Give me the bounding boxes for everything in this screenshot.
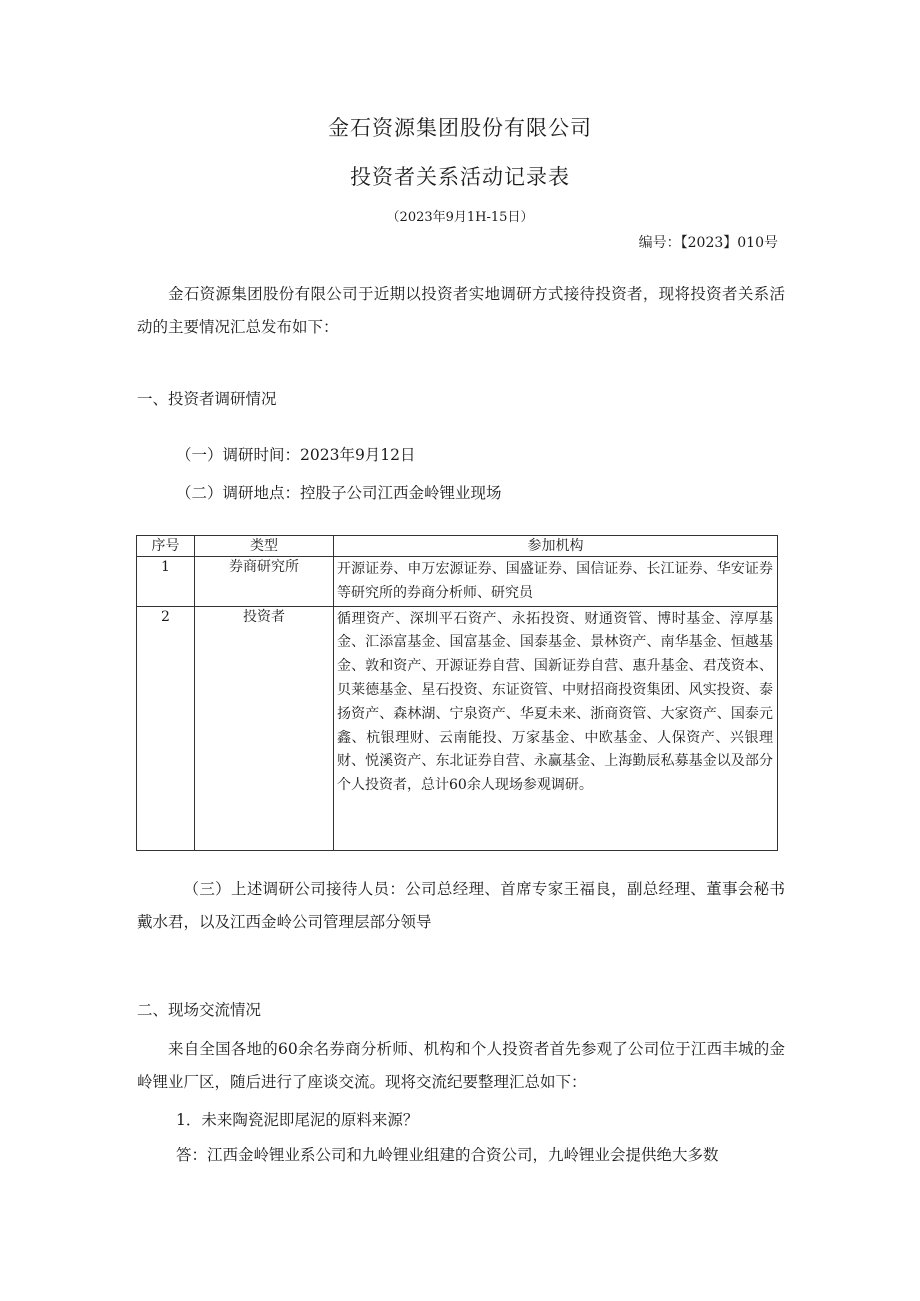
row-orgs: 开源证券、申万宏源证券、国盛证券、国信证券、长江证券、华安证券等研究所的券商分析师、研究员 (334, 557, 778, 607)
survey-place: （二）调研地点：控股子公司江西金岭锂业现场 (176, 484, 502, 502)
answer-1: 答：江西金岭锂业系公司和九岭锂业组建的合资公司，九岭锂业会提供绝大多数 (176, 1146, 719, 1164)
row-type: 投资者 (195, 606, 334, 850)
question-1: 1．未来陶瓷泥即尾泥的原料来源？ (176, 1111, 419, 1129)
section2-body: 来自全国各地的60余名券商分析师、机构和个人投资者首先参观了公司位于江西丰城的金岭锂业厂区，随后进行了座谈交流。现将交流纪要整理汇总如下： (137, 1040, 785, 1091)
date-range: （2023年9月1H-15日） (386, 210, 534, 225)
section2-heading: 二、现场交流情况 (137, 1001, 262, 1019)
document-number: 编号：【2023】010号 (638, 235, 778, 251)
reception-staff: （三）上述调研公司接待人员：公司总经理、首席专家王福良，副总经理、董事会秘书戴水君，以及江西金岭公司管理层部分领导 (137, 880, 785, 931)
col-header-no: 序号 (137, 536, 195, 557)
col-header-type: 类型 (195, 536, 334, 557)
document-title: 投资者关系活动记录表 (350, 165, 570, 189)
survey-time: （一）调研时间：2023年9月12日 (176, 446, 416, 464)
intro-paragraph: 金石资源集团股份有限公司于近期以投资者实地调研方式接待投资者，现将投资者关系活动的主要情况汇总发布如下： (137, 285, 785, 336)
row-type: 券商研究所 (195, 557, 334, 607)
participants-table (136, 535, 778, 851)
table-row (137, 606, 778, 850)
section1-heading: 一、投资者调研情况 (137, 390, 277, 408)
table-row (137, 557, 778, 607)
col-header-orgs: 参加机构 (334, 536, 778, 557)
table-header-row (137, 536, 778, 557)
row-no: 1 (137, 557, 195, 607)
row-orgs: 循理资产、深圳平石资产、永拓投资、财通资管、博时基金、淳厚基金、汇添富基金、国富基金、国泰基金、景林资产、南华基金、恒越基金、敦和资产、开源证券自营、国新证券自营、惠升基金、君茂资本、贝莱德基金、星石投资、东证资管、中财招商投资集团、风实投资、泰扬资产、森林湖、宁泉资产、华夏未来、浙商资管、大家资产、国泰元鑫、杭银理财、云南能投、万家基金、中欧基金、人保资产、兴银理财、悦溪资产、东北证券自营、永赢基金、上海勤辰私募基金以及部分个人投资者，总计60余人现场参观调研。 (334, 606, 778, 850)
row-no: 2 (137, 606, 195, 850)
company-title: 金石资源集团股份有限公司 (328, 116, 592, 140)
